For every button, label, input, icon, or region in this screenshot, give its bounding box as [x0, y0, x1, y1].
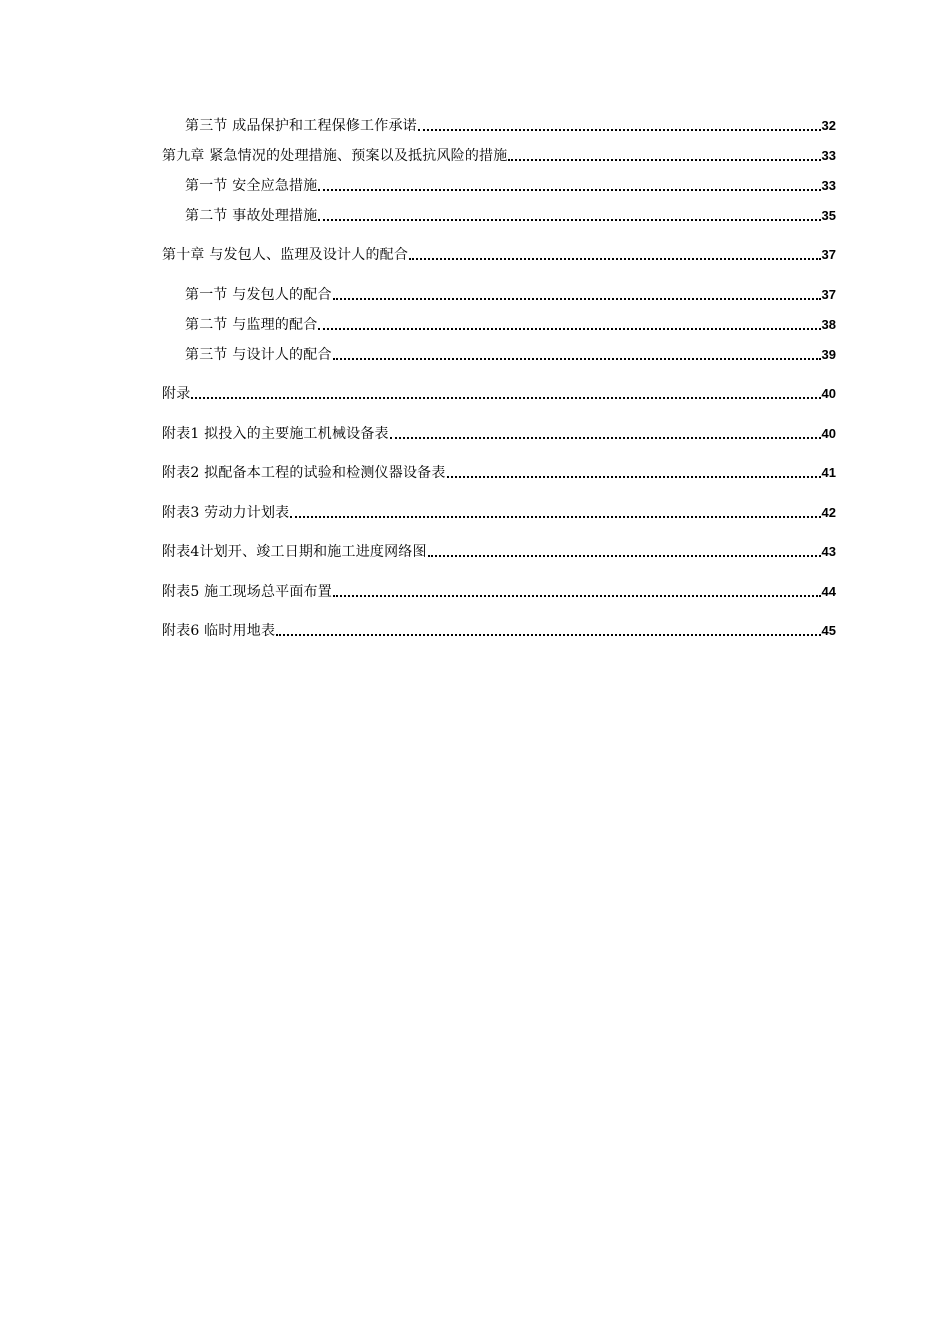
toc-dot-leader	[508, 159, 820, 161]
toc-entry[interactable]	[162, 242, 836, 264]
toc-dot-leader	[333, 358, 821, 360]
toc-entry[interactable]	[162, 618, 836, 640]
toc-entry-label: 第三节 与设计人的配合	[185, 347, 332, 363]
toc-page-number: 35	[821, 208, 836, 223]
toc-dot-leader	[276, 634, 820, 636]
toc-entry-label: 第一节 安全应急措施	[185, 178, 318, 194]
toc-entry[interactable]	[185, 342, 836, 364]
toc-dot-leader	[390, 437, 821, 439]
toc-entry[interactable]	[185, 203, 836, 225]
toc-entry[interactable]	[162, 381, 836, 403]
toc-dot-leader	[418, 129, 821, 131]
toc-dot-leader	[290, 516, 820, 518]
toc-entry[interactable]	[185, 312, 836, 334]
toc-page-number: 32	[821, 118, 836, 133]
toc-page-number: 33	[821, 178, 836, 193]
toc-page-number: 43	[821, 544, 836, 559]
toc-page-number: 39	[821, 347, 836, 362]
toc-entry-label: 附录	[162, 386, 191, 402]
toc-page-number: 37	[821, 247, 836, 262]
toc-page-number: 42	[821, 505, 836, 520]
toc-entry[interactable]	[162, 143, 836, 165]
toc-entry-label: 第九章 紧急情况的处理措施、预案以及抵抗风险的措施	[162, 148, 508, 164]
toc-dot-leader	[333, 595, 821, 597]
toc-entry[interactable]	[162, 539, 836, 561]
toc-entry-label: 附表4计划开、竣工日期和施工进度网络图	[162, 544, 427, 560]
toc-entry[interactable]	[185, 113, 836, 135]
toc-dot-leader	[318, 328, 820, 330]
toc-dot-leader	[318, 219, 820, 221]
toc-entry[interactable]	[162, 421, 836, 443]
toc-entry[interactable]	[162, 500, 836, 522]
toc-entry[interactable]	[185, 282, 836, 304]
toc-page-number: 41	[821, 465, 836, 480]
toc-dot-leader	[318, 189, 820, 191]
toc-entry-label: 第一节 与发包人的配合	[185, 287, 332, 303]
toc-entry-label: 附表3 劳动力计划表	[162, 505, 290, 521]
toc-page-number: 33	[821, 148, 836, 163]
toc-page-number: 37	[821, 287, 836, 302]
toc-page-number: 45	[821, 623, 836, 638]
toc-entry-label: 第十章 与发包人、监理及设计人的配合	[162, 247, 409, 263]
toc-entry[interactable]	[185, 173, 836, 195]
toc-entry-label: 第三节 成品保护和工程保修工作承诺	[185, 118, 417, 134]
toc-dot-leader	[447, 476, 821, 478]
toc-entry-label: 附表2 拟配备本工程的试验和检测仪器设备表	[162, 465, 446, 481]
toc-page-number: 40	[821, 386, 836, 401]
toc-entry-label: 第二节 与监理的配合	[185, 317, 318, 333]
toc-dot-leader	[428, 555, 821, 557]
toc-entry[interactable]	[162, 579, 836, 601]
toc-entry-label: 附表5 施工现场总平面布置	[162, 584, 332, 600]
toc-entry-label: 附表1 拟投入的主要施工机械设备表	[162, 426, 389, 442]
toc-dot-leader	[191, 397, 820, 399]
toc-page-number: 40	[821, 426, 836, 441]
toc-dot-leader	[333, 298, 821, 300]
toc-page-number: 38	[821, 317, 836, 332]
toc-entry[interactable]	[162, 460, 836, 482]
toc-entry-label: 第二节 事故处理措施	[185, 208, 318, 224]
toc-entry-label: 附表6 临时用地表	[162, 623, 276, 639]
toc-dot-leader	[409, 258, 820, 260]
toc-page-number: 44	[821, 584, 836, 599]
